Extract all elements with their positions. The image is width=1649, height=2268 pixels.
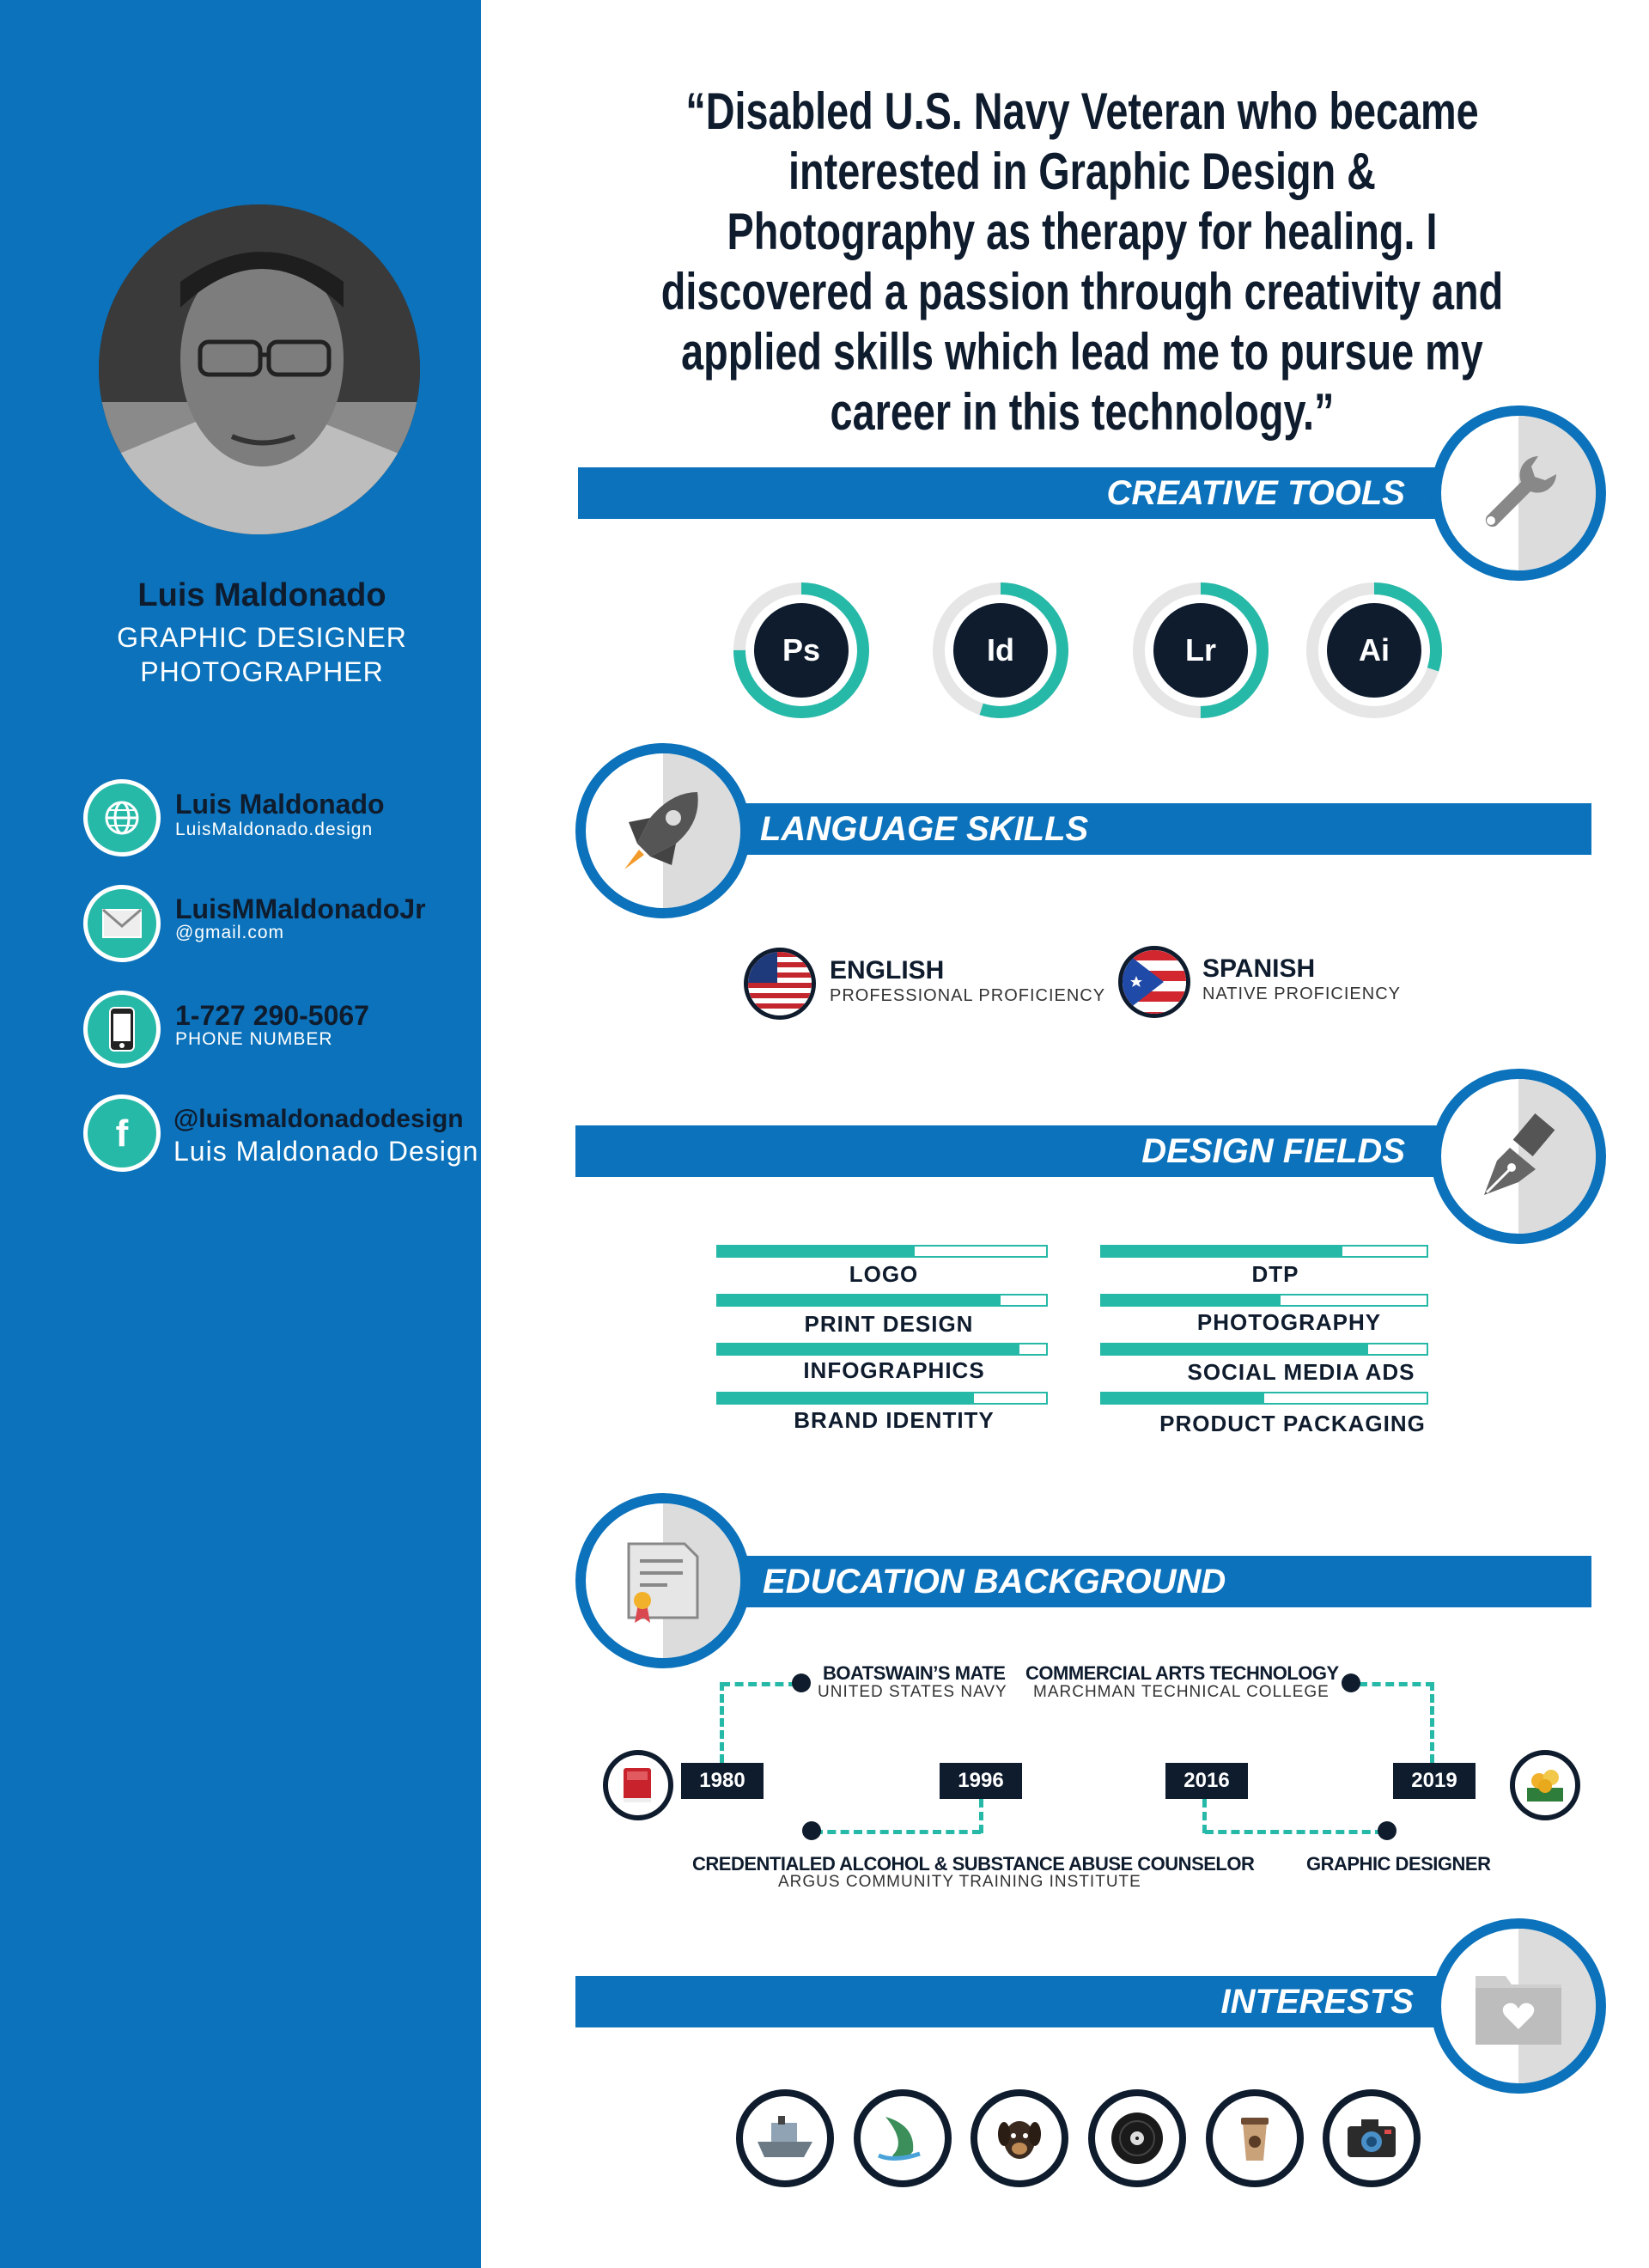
contact-email-domain[interactable]: @gmail.com <box>175 923 285 942</box>
tool-illustrator <box>1301 577 1447 723</box>
timeline-connector <box>1202 1799 1207 1833</box>
contact-facebook-handle[interactable]: @luismaldonadodesign <box>173 1105 464 1133</box>
timeline-dot <box>1342 1674 1360 1692</box>
section-title-design-fields: DESIGN FIELDS <box>1141 1132 1405 1170</box>
timeline-connector <box>720 1682 724 1763</box>
field-label-infographics: INFOGRAPHICS <box>803 1357 985 1383</box>
pen-nib-icon <box>1471 1109 1566 1204</box>
timeline-entry-sub: MARCHMAN TECHNICAL COLLEGE <box>1033 1683 1330 1701</box>
contact-website-title: Luis Maldonado <box>175 789 385 820</box>
language-skills-badge <box>575 743 751 918</box>
timeline-dot <box>802 1821 821 1840</box>
timeline-connector <box>1359 1682 1434 1686</box>
tool-label-lr: Lr <box>1185 632 1216 668</box>
timeline-entry-title: COMMERCIAL ARTS TECHNOLOGY <box>1025 1662 1339 1684</box>
section-title-education: EDUCATION BACKGROUND <box>763 1563 1226 1600</box>
section-title-interests: INTERESTS <box>1220 1983 1414 2021</box>
field-label-brand-identity: BRAND IDENTITY <box>794 1407 995 1433</box>
coffee-cup-icon <box>1206 2089 1304 2187</box>
field-bar-brand-identity <box>716 1392 1048 1405</box>
timeline-entry-sub: UNITED STATES NAVY <box>818 1683 1007 1701</box>
timeline-connector <box>1430 1682 1434 1763</box>
field-label-social-media-ads: SOCIAL MEDIA ADS <box>1187 1359 1415 1385</box>
boat-icon <box>736 2089 834 2187</box>
timeline-year-1996: 1996 <box>940 1763 1022 1799</box>
creative-tools-badge <box>1431 405 1606 581</box>
language-english-name: ENGLISH <box>830 956 945 985</box>
facebook-icon <box>83 1094 161 1172</box>
timeline-year-1980: 1980 <box>681 1763 764 1799</box>
interests-badge <box>1431 1918 1606 2094</box>
field-bar-infographics <box>716 1343 1048 1356</box>
section-title-creative-tools: CREATIVE TOOLS <box>1106 474 1405 512</box>
contact-email-title: LuisMMaldonadoJr <box>175 893 426 924</box>
language-english-level: PROFESSIONAL PROFICIENCY <box>830 986 1106 1005</box>
tool-label-ps: Ps <box>782 632 821 668</box>
timeline-entry-title: GRAPHIC DESIGNER <box>1306 1853 1491 1875</box>
timeline-entry-title: BOATSWAIN’S MATE <box>823 1662 1006 1684</box>
timeline-dot <box>1378 1821 1396 1840</box>
timeline-connector <box>814 1830 981 1834</box>
puerto-rico-flag-icon <box>1118 946 1190 1018</box>
language-spanish-level: NATIVE PROFICIENCY <box>1202 985 1401 1003</box>
us-flag-icon <box>744 948 816 1020</box>
section-title-language-skills: LANGUAGE SKILLS <box>760 810 1089 848</box>
timeline-connector <box>979 1799 983 1833</box>
contact-facebook-page[interactable]: Luis Maldonado Design <box>173 1136 479 1167</box>
timeline-year-2019: 2019 <box>1393 1763 1476 1799</box>
field-bar-logo <box>716 1245 1048 1258</box>
field-label-photography: PHOTOGRAPHY <box>1196 1309 1382 1335</box>
camera-icon <box>1323 2089 1421 2187</box>
timeline-entry-title: CREDENTIALED ALCOHOL & SUBSTANCE ABUSE COUNSELOR <box>692 1853 1255 1875</box>
timeline-connector <box>721 1682 797 1686</box>
field-label-logo: LOGO <box>849 1261 919 1287</box>
field-bar-photography <box>1100 1294 1428 1307</box>
intro-quote: “Disabled U.S. Navy Veteran who became interested in Graphic Design & Photography as therapy for healing. I discovered a passion through creativity and applied skills which lead me to pursue my career in this technology.” <box>660 82 1504 441</box>
phone-icon <box>83 991 161 1068</box>
field-label-print-design: PRINT DESIGN <box>804 1311 974 1337</box>
contact-phone-label: PHONE NUMBER <box>175 1029 333 1049</box>
fish-icon <box>854 2089 952 2187</box>
field-bar-product-packaging <box>1100 1392 1428 1405</box>
field-bar-dtp <box>1100 1245 1428 1258</box>
certificate-icon <box>616 1533 710 1628</box>
vinyl-record-icon <box>1088 2089 1186 2187</box>
education-badge <box>575 1493 751 1668</box>
field-label-product-packaging: PRODUCT PACKAGING <box>1159 1411 1426 1436</box>
language-spanish-name: SPANISH <box>1202 954 1316 983</box>
timeline-dot <box>792 1674 811 1692</box>
wrench-icon <box>1471 446 1566 540</box>
profile-role-2: PHOTOGRAPHER <box>140 656 384 687</box>
profile-role-1: GRAPHIC DESIGNER <box>117 622 407 653</box>
field-bar-print-design <box>716 1294 1048 1307</box>
globe-icon <box>83 779 161 857</box>
tool-label-id: Id <box>987 632 1014 668</box>
book-icon <box>603 1750 673 1820</box>
profile-photo <box>99 204 420 534</box>
tool-label-ai: Ai <box>1359 632 1390 668</box>
money-icon <box>1510 1750 1580 1820</box>
contact-phone-number[interactable]: 1-727 290-5067 <box>175 1000 369 1031</box>
rocket-icon <box>612 779 715 882</box>
tool-photoshop <box>728 577 874 723</box>
dog-icon <box>971 2089 1068 2187</box>
contact-website-link[interactable]: LuisMaldonado.design <box>175 820 374 839</box>
folder-heart-icon <box>1467 1959 1570 2053</box>
mail-icon <box>83 885 161 962</box>
tool-lightroom <box>1128 577 1274 723</box>
design-fields-badge <box>1431 1069 1606 1244</box>
field-label-dtp: DTP <box>1251 1261 1299 1287</box>
timeline-year-2016: 2016 <box>1165 1763 1248 1799</box>
field-bar-social-media-ads <box>1100 1343 1428 1356</box>
timeline-entry-sub: ARGUS COMMUNITY TRAINING INSTITUTE <box>778 1873 1141 1891</box>
tool-indesign <box>928 577 1074 723</box>
profile-name: Luis Maldonado <box>137 577 386 613</box>
svg-text:f: f <box>115 1113 129 1153</box>
timeline-connector <box>1205 1830 1384 1834</box>
